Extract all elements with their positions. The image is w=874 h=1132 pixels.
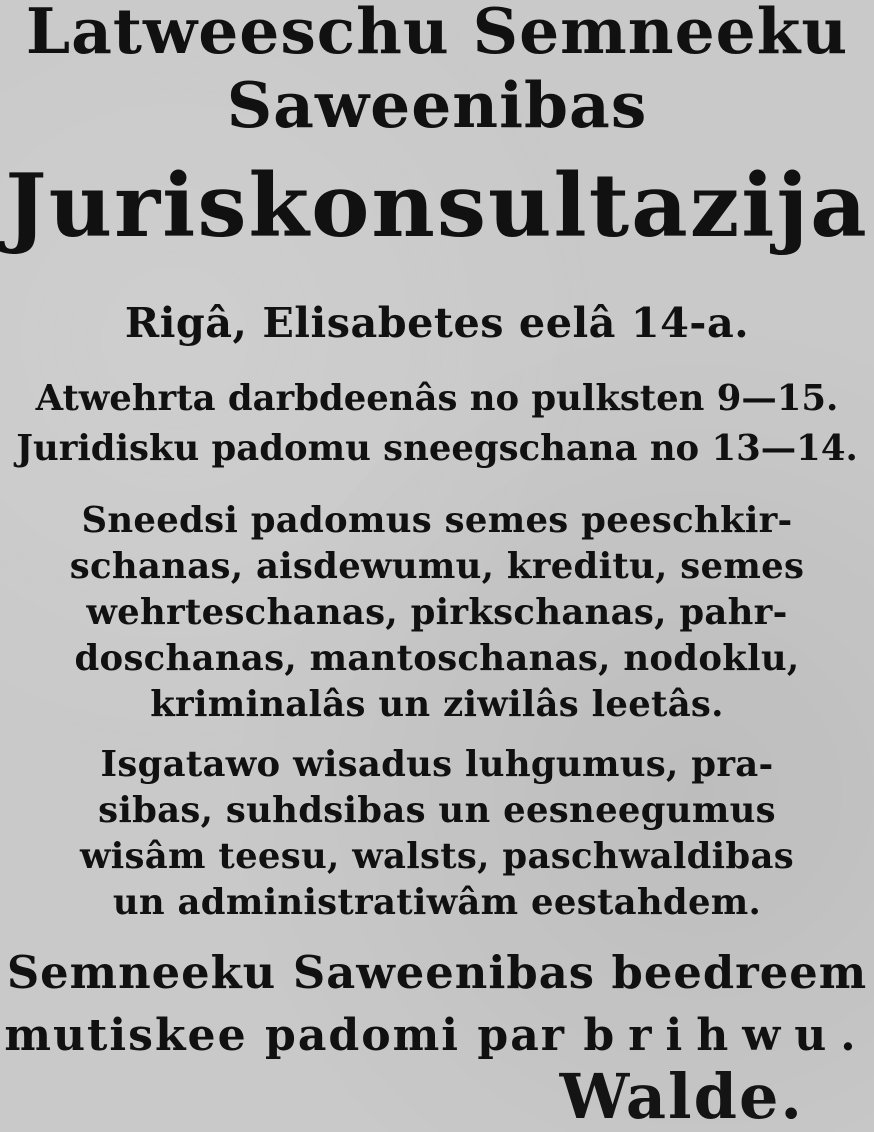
heading-line-1: Latweeschu Semneeku [25,0,849,68]
compiles-line: un administratiwâm eestahdem. [112,882,762,923]
services-line: wehrteschanas, pirkschanas, pahr- [86,592,788,633]
services-line: schanas, aisdewumu, kreditu, semes [69,546,805,587]
compiles-line: sibas, suhdsibas un eesneegumus [98,790,776,831]
address: Rigâ, Elisabetes eelâ 14-a. [124,298,750,347]
footer-line-1: Semneeku Saweenibas beedreem [6,946,868,999]
services-line: Sneedsi padomus semes peeschkir- [81,500,793,541]
compiles-line: wisâm teesu, walsts, paschwaldibas [80,836,794,877]
footer-line-2-spaced: brihwu. [583,1010,870,1061]
footer-line-2-prefix: mutiskee padomi par [4,1010,567,1061]
hours-line-2: Juridisku padomu sneegschana no 13—14. [16,428,858,469]
heading-title: Juriskonsultazija [5,154,869,257]
footer-line-2 [0,1010,874,1061]
signature: Walde. [559,1060,804,1132]
compiles-line: Isgatawo wisadus luhgumus, pra- [100,744,774,785]
services-line: kriminalâs un ziwilâs leetâs. [150,684,724,725]
heading-line-2: Saweenibas [226,68,648,142]
services-line: doschanas, mantoschanas, nodoklu, [74,638,800,679]
hours-line-1: Atwehrta darbdeenâs no pulksten 9—15. [35,378,839,419]
